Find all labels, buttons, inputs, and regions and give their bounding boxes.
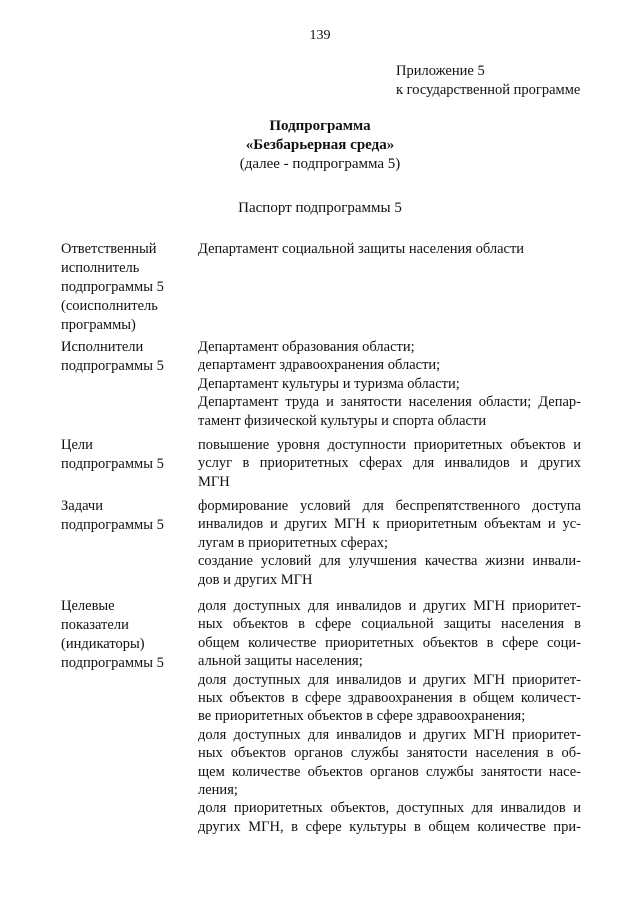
row-value — [198, 240, 581, 338]
label-line: программы) — [61, 317, 136, 333]
value-line: Департамент социальной защиты населения области — [198, 241, 525, 257]
label-line: (индикаторы) — [61, 636, 145, 652]
passport-row-indicators — [61, 597, 581, 837]
passport-row-responsible — [61, 240, 581, 338]
value-line: повышение уровня доступности приоритетных объектов и — [198, 437, 581, 453]
value-line: услуг в приоритетных сферах для инвалидов и других — [198, 455, 581, 472]
label-line: подпрограммы 5 — [61, 456, 164, 472]
value-line: инвалидов и других МГН к приоритетным объектам и ус- — [198, 516, 581, 533]
label-line: Цели — [61, 437, 93, 453]
value-line: департамент здравоохранения области; — [198, 357, 441, 374]
label-line: подпрограммы 5 — [61, 655, 164, 671]
value-line: доля доступных для инвалидов и других МГН приоритет- — [198, 726, 581, 743]
label-line: подпрограммы 5 — [61, 517, 164, 533]
value-line: ных объектов в сфере здравоохранения в общем количест- — [198, 690, 581, 707]
value-line: МГН — [198, 473, 230, 490]
value-line: доля доступных для инвалидов и других МГН приоритет- — [198, 598, 581, 614]
row-value — [198, 597, 581, 837]
value-line: создание условий для улучшения качества жизни инвали- — [198, 553, 581, 570]
row-label — [61, 240, 198, 338]
value-line: Департамент труда и занятости населения области; Депар- — [198, 394, 581, 411]
passport-row-tasks — [61, 497, 581, 597]
value-line: доля доступных для инвалидов и других МГН приоритет- — [198, 671, 581, 688]
row-label — [61, 497, 198, 597]
label-line: подпрограммы 5 — [61, 358, 164, 374]
appendix-note — [396, 62, 580, 100]
value-line: ных объектов органов службы занятости населения в об- — [198, 745, 581, 762]
row-value — [198, 338, 581, 436]
title-subline: (далее - подпрограмма 5) — [239, 156, 401, 172]
label-line: исполнитель — [61, 260, 140, 276]
value-line: дов и других МГН — [198, 571, 313, 588]
value-line: общем количестве приоритетных объектов в сфере соци- — [198, 634, 581, 651]
label-line: подпрограммы 5 — [61, 279, 164, 295]
value-line: формирование условий для беспрепятственного доступа — [198, 498, 581, 514]
row-label — [61, 338, 198, 436]
value-line: альной защиты населения; — [198, 653, 363, 670]
appendix-line: к государственной программе — [396, 82, 581, 98]
value-line: лугам в приоритетных сферах; — [198, 534, 389, 551]
passport-heading: Паспорт подпрограммы 5 — [238, 200, 402, 216]
value-line: Департамент культуры и туризма области; — [198, 375, 460, 392]
passport-row-goals — [61, 436, 581, 497]
value-line: ления; — [198, 782, 238, 799]
label-line: (соисполнитель — [61, 298, 158, 314]
appendix-line: Приложение 5 — [396, 63, 485, 79]
row-value — [198, 436, 581, 497]
value-line: тамент физической культуры и спорта области — [198, 412, 487, 429]
title-line: «Безбарьерная среда» — [245, 137, 395, 153]
label-line: Исполнители — [61, 339, 144, 355]
label-line: Ответственный — [61, 241, 157, 257]
value-line: щем количестве объектов органов службы занятости насе- — [198, 763, 581, 780]
page-number: 139 — [309, 28, 331, 43]
row-value — [198, 497, 581, 597]
value-line: ных объектов в сфере социальной защиты населения в — [198, 616, 581, 633]
value-line: других МГН, в сфере культуры в общем количестве при- — [198, 818, 581, 835]
passport-row-executors — [61, 338, 581, 436]
subprogram-title — [0, 117, 640, 174]
title-line: Подпрограмма — [269, 118, 371, 134]
label-line: Целевые — [61, 598, 115, 614]
passport-table — [61, 240, 581, 837]
value-line: доля приоритетных объектов, доступных для инвалидов и — [198, 800, 581, 817]
label-line: показатели — [61, 617, 129, 633]
value-line: Департамент образования области; — [198, 339, 415, 355]
row-label — [61, 597, 198, 837]
value-line: ве приоритетных объектов в сфере здравоохранения; — [198, 708, 526, 725]
label-line: Задачи — [61, 498, 103, 514]
row-label — [61, 436, 198, 497]
